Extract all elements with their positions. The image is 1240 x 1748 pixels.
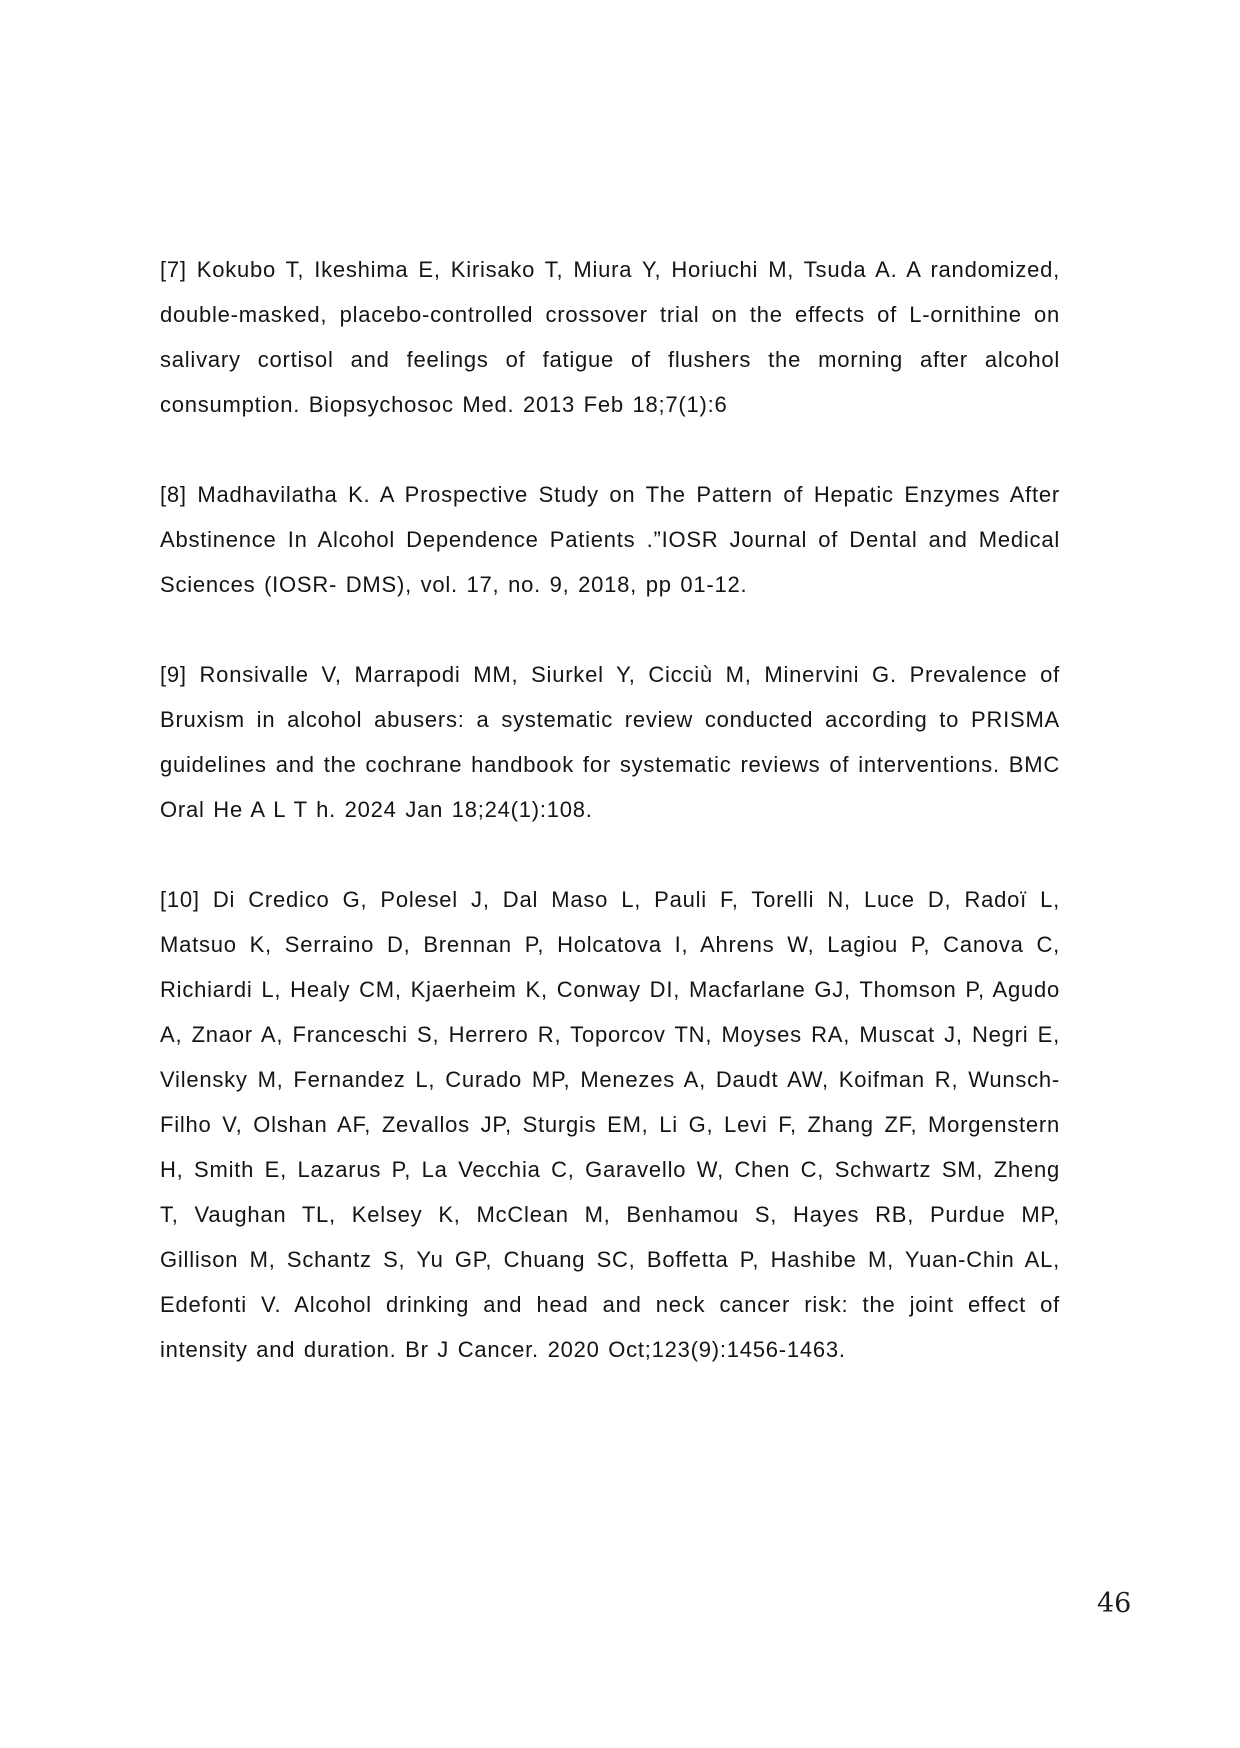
reference-entry-7: [7] Kokubo T, Ikeshima E, Kirisako T, Miura Y, Horiuchi M, Tsuda A. A randomized, double-masked, placebo-controlled crossover trial on the effects of L-ornithine on salivary cortisol and feelings of fatigue of flushers the morning after alcohol consumption. Biopsychosoc Med. 2013 Feb 18;7(1):6	[160, 257, 1060, 417]
reference-entry-9: [9] Ronsivalle V, Marrapodi MM, Siurkel Y, Cicciù M, Minervini G. Prevalence of Bruxism in alcohol abusers: a systematic review conducted according to PRISMA guidelines and the cochrane handbook for systematic reviews of interventions. BMC Oral He A L T h. 2024 Jan 18;24(1):108.	[160, 662, 1060, 822]
reference-entry-8: [8] Madhavilatha K. A Prospective Study on The Pattern of Hepatic Enzymes After Abstinence In Alcohol Dependence Patients .”IOSR Journal of Dental and Medical Sciences (IOSR- DMS), vol. 17, no. 9, 2018, pp 01-12.	[160, 482, 1060, 597]
reference-entry-10: [10] Di Credico G, Polesel J, Dal Maso L, Pauli F, Torelli N, Luce D, Radoï L, Matsuo K, Serraino D, Brennan P, Holcatova I, Ahrens W, Lagiou P, Canova C, Richiardi L, Healy CM, Kjaerheim K, Conway DI, Macfarlane GJ, Thomson P, Agudo A, Znaor A, Franceschi S, Herrero R, Toporcov TN, Moyses RA, Muscat J, Negri E, Vilensky M, Fernandez L, Curado MP, Menezes A, Daudt AW, Koifman R, Wunsch-Filho V, Olshan AF, Zevallos JP, Sturgis EM, Li G, Levi F, Zhang ZF, Morgenstern H, Smith E, Lazarus P, La Vecchia C, Garavello W, Chen C, Schwartz SM, Zheng T, Vaughan TL, Kelsey K, McClean M, Benhamou S, Hayes RB, Purdue MP, Gillison M, Schantz S, Yu GP, Chuang SC, Boffetta P, Hashibe M, Yuan-Chin AL, Edefonti V. Alcohol drinking and head and neck cancer risk: the joint effect of intensity and duration. Br J Cancer. 2020 Oct;123(9):1456-1463.	[160, 887, 1060, 1362]
references-list	[160, 247, 1060, 1372]
page-number: 46	[1097, 1588, 1132, 1619]
